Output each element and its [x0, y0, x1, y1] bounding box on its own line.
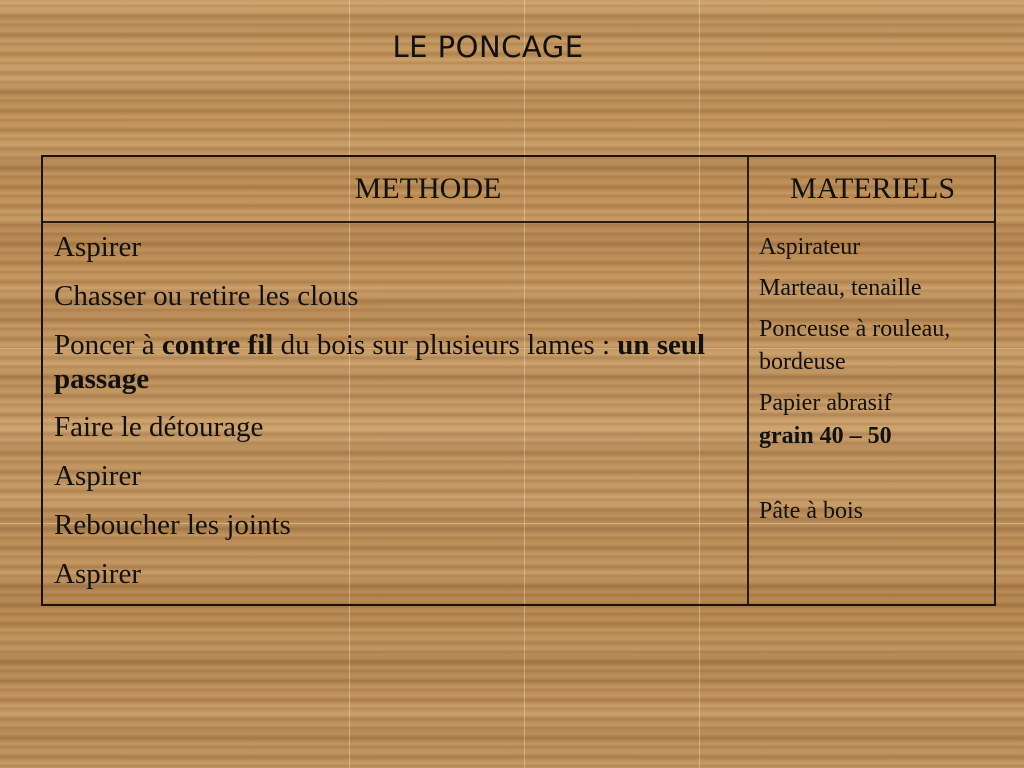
methode-step: Reboucher les joints [54, 509, 291, 541]
methode-step-emphasis: contre fil [161, 329, 274, 361]
header-divider [43, 221, 994, 223]
materiel-item: Aspirateur [759, 234, 861, 260]
methode-step: Aspirer [54, 460, 141, 492]
methode-step-text: Poncer à [54, 329, 162, 361]
materiel-item-text: Papier abrasif [759, 390, 892, 416]
methode-steps-list [54, 230, 734, 606]
methode-step-text: du bois sur plusieurs lames : [273, 329, 618, 361]
methode-step [54, 328, 734, 396]
method-materials-table [41, 155, 996, 606]
methode-column-header: METHODE [354, 172, 502, 205]
materiel-item-emphasis: grain 40 – 50 [759, 423, 892, 449]
materiels-column-header: MATERIELS [790, 172, 955, 205]
methode-step: Aspirer [54, 231, 141, 263]
materiel-item: Pâte à bois [759, 498, 863, 524]
materiel-item [759, 387, 994, 453]
materiels-list [759, 231, 994, 536]
methode-step: Faire le détourage [54, 411, 264, 443]
page-title: LE PONCAGE [392, 30, 584, 64]
materiel-item: Marteau, tenaille [759, 275, 922, 301]
methode-step: Aspirer [54, 558, 141, 590]
methode-step: Chasser ou retire les clous [54, 280, 359, 312]
materiel-item: Ponceuse à rouleau, bordeuse [759, 316, 951, 375]
methode-step-emphasis: un seul passage [54, 329, 706, 395]
column-divider [747, 157, 749, 604]
